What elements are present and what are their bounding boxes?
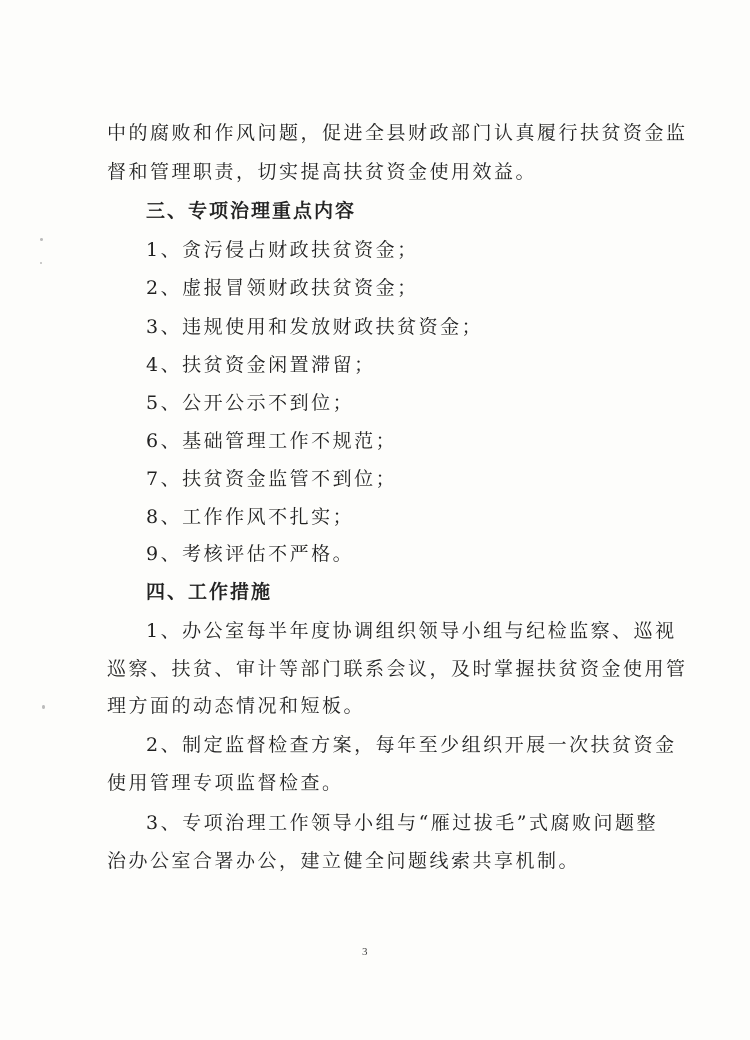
section-heading-4: 四、工作措施 — [146, 581, 273, 603]
list-item: 5、公开公示不到位； — [146, 392, 355, 414]
paragraph-line: 2、制定监督检查方案，每年至少组织开展一次扶贫资金 — [146, 734, 677, 756]
list-item: 8、工作作风不扎实； — [146, 506, 355, 528]
list-item: 1、贪污侵占财政扶贫资金； — [146, 239, 419, 261]
paragraph-line: 中的腐败和作风问题，促进全县财政部门认真履行扶贫资金监 — [107, 122, 688, 144]
scan-speck — [40, 262, 42, 264]
page-number: 3 — [362, 946, 368, 958]
paragraph-line: 督和管理职责，切实提高扶贫资金使用效益。 — [107, 161, 538, 183]
paragraph-line: 1、办公室每半年度协调组织领导小组与纪检监察、巡视 — [146, 620, 677, 642]
section-heading-3: 三、专项治理重点内容 — [146, 200, 357, 222]
scan-speck — [40, 238, 43, 241]
list-item: 6、基础管理工作不规范； — [146, 430, 398, 452]
paragraph-line: 治办公室合署办公，建立健全问题线索共享机制。 — [107, 850, 581, 872]
list-item: 2、虚报冒领财政扶贫资金； — [146, 277, 419, 299]
list-item: 4、扶贫资金闲置滞留； — [146, 354, 376, 376]
list-item: 3、违规使用和发放财政扶贫资金； — [146, 316, 484, 338]
list-item: 7、扶贫资金监管不到位； — [146, 468, 398, 490]
scan-speck — [42, 705, 45, 709]
paragraph-line: 使用管理专项监督检查。 — [107, 772, 344, 794]
paragraph-line: 理方面的动态情况和短板。 — [107, 695, 366, 717]
paragraph-line: 3、专项治理工作领导小组与“雁过拔毛”式腐败问题整 — [146, 812, 659, 834]
paragraph-line: 巡察、扶贫、审计等部门联系会议，及时掌握扶贫资金使用管 — [107, 658, 688, 680]
list-item: 9、考核评估不严格。 — [146, 543, 355, 565]
